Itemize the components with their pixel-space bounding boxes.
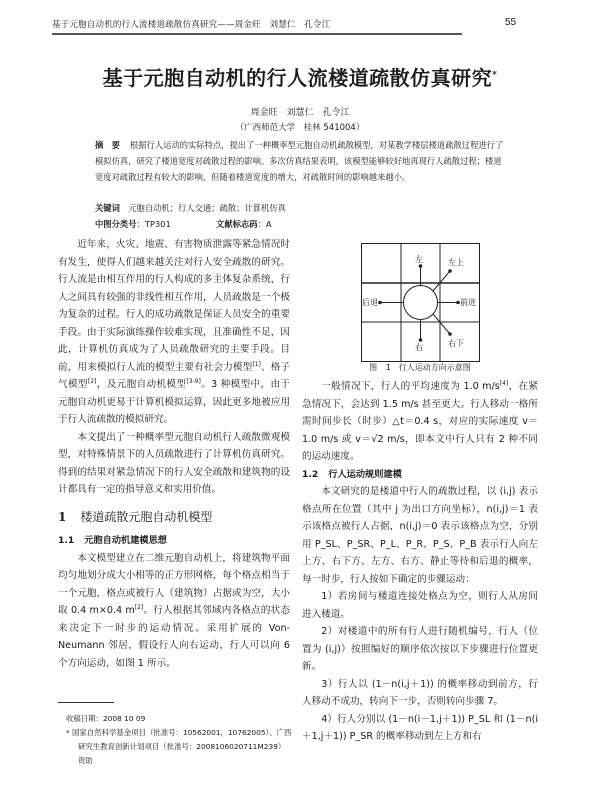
keywords-label: 关键词: [95, 203, 120, 213]
citation: [4]: [499, 379, 509, 387]
figure-caption: 图 1 行人运动方向示意图: [369, 363, 471, 372]
classification-value: TP301: [144, 219, 171, 229]
keywords-text: 元胞自动机；行人交通；疏散；计算机仿真: [128, 203, 286, 213]
figure-1: [361, 243, 480, 362]
authors: 周金旺 刘慧仁 孔令江: [250, 108, 350, 118]
classification: 中图分类号：TP301 文献标志码：A: [95, 219, 272, 229]
rule-step-1: 1）若房间与楼道连接处格点为空，则行人从房间进入楼道。: [302, 591, 538, 620]
rules-paragraph: 本文研究的是楼道中行人的疏散过程，以 (i,j) 表示格点所在位置（其中 j 为出口方向坐标），n(i,j)＝1 表示该格点被行人占据，n(i,j)＝0 表示该格点为空，分别用 P_SL、P_SR、P_L、P_R、P_S、P_B 表示行人向左上方、右下方、左方、右方、静止等待和后退的概率，每一时步，行人按如下确定的步骤运动：: [302, 486, 538, 585]
intro-paragraph-2: 本文提出了一种概率型元胞自动机行人疏散微观模型，对特殊情景下的人员疏散进行了计算机仿真研究。得到的结果对紧急情况下的行人安全疏散和建筑物的设计都具有一定的指导意义和实用价值。: [58, 431, 290, 495]
rule-step-2: 2）对楼道中的所有行人进行随机编号，行人（位置为 (i,j)）按照编好的顺序依次按以下步骤进行位置更新。: [302, 626, 538, 672]
classification-label: 中图分类号: [95, 219, 137, 229]
label-up-right: 左上: [448, 258, 464, 267]
title-footnote-mark: *: [492, 70, 498, 81]
label-down: 右: [415, 343, 423, 352]
running-head: 基于元胞自动机的行人流楼道疏散仿真研究——周金旺 刘慧仁 孔令江: [52, 20, 331, 30]
abstract: [95, 137, 505, 185]
label-back: 后退: [362, 298, 378, 307]
subsection-heading-1-1: 1.1 元胞自动机建模思想: [58, 535, 167, 546]
citation: [2]: [87, 377, 97, 385]
subsection-heading-1-2: 1.2 行人运动规则建模: [302, 468, 402, 480]
citation: [1]: [252, 360, 261, 368]
header-rule: [52, 33, 462, 35]
label-forward: 前进: [460, 298, 476, 307]
intro-paragraph-1: 近年来，火灾、地震、有害物质泄露等紧急情况时有发生，使得人们越来越关注对行人安全疏散的研究。行人流是由相互作用的行人构成的多主体复杂系统，行人之间具有较强的非线性相互作用，人员疏散是一个极为复杂的过程。行人的成功疏散是保证人员安全的重要手段。由于实际演练操作较难实现，且准确性不足，因此，计算机仿真成为了人员疏散研究的主要手段。目前，用来模拟行人流的模型主要有社会力模型[1]、格子气模型[2]，及元胞自动机模型[3-9]。3 种模型中，由于元胞自动机更易于计算机模拟运算，因此更多地被应用于行人流疏散的模拟研究。: [58, 239, 291, 425]
affiliation: （广西师范大学 桂林 541004）: [235, 123, 365, 133]
right-column: [302, 378, 538, 746]
label-down-right: 右下: [448, 339, 464, 348]
funding-note: * 国家自然科学基金项目（批准号：10562001，10762005）、广西研究生教育创新计划项目（批准号：2008106020711M239）资助: [66, 728, 292, 765]
footnote-rule: [58, 702, 114, 703]
model-paragraph: 本文模型建立在二维元胞自动机上，将建筑物平面均匀地划分成大小相等的正方形网格，每个格点相当于一个元胞，格点或被行人（建筑物）占据或为空，大小取 0.4 m×0.4 m[2]。行人根据其邻域内各格点的状态来决定下一时步的运动情况。采用扩展的 Von-Neumann 邻居，假设行人向右运动，行人可以向 6 个方向运动，如图 1 所示。: [58, 552, 290, 669]
abstract-label: 摘 要: [95, 140, 120, 150]
section-heading-1: 1 楼道疏散元胞自动机模型: [58, 509, 213, 524]
citation: [3-9]: [186, 377, 201, 385]
received-date: 收稿日期：2008 10 09: [66, 714, 146, 723]
abstract-text: 根据行人运动的实际特点，提出了一种概率型元胞自动机疏散模型，对某教学楼层楼道疏散过程进行了模拟仿真，研究了楼道宽度对疏散过程的影响。多次仿真结果表明，该模型能够较好地再现行人疏散过程；楼道宽度对疏散过程有较大的影响，但随着楼道宽度的增大，对疏散时间的影响越来越小。: [95, 140, 504, 182]
left-column: [58, 236, 290, 672]
footnotes: [66, 712, 292, 768]
page-number: 55: [505, 17, 517, 28]
doc-code-value: A: [265, 219, 272, 229]
keywords: [95, 202, 286, 214]
doc-code-label: 文献标志码: [216, 219, 258, 229]
citation: [2]: [134, 603, 144, 611]
rule-step-4: 4）行人分别以 (1－n(i－1,j＋1)) P_SL 和 (1－n(i＋1,j＋1)) P_SR 的概率移动到左上方和右: [302, 713, 538, 742]
rule-step-3: 3）行人以 (1－n(i,j＋1)) 的概率移动到前方，行人移动不成功，转向下一步，否则转向步骤 7。: [302, 678, 538, 707]
paper-title: [0, 62, 600, 91]
label-up: 左: [415, 255, 423, 264]
title-text: 基于元胞自动机的行人流楼道疏散仿真研究: [102, 66, 493, 90]
speed-paragraph: 一般情况下，行人的平均速度为 1.0 m/s[4]，在紧急情况下，会达到 1.5 m/s 甚至更大。行人移动一格所需时间步长（时步）△t＝0.4 s，对应的实际速度 v＝1.0 m/s 或 v＝√2 m/s，即本文中行人只有 2 种不同的运动速度。: [302, 379, 539, 462]
